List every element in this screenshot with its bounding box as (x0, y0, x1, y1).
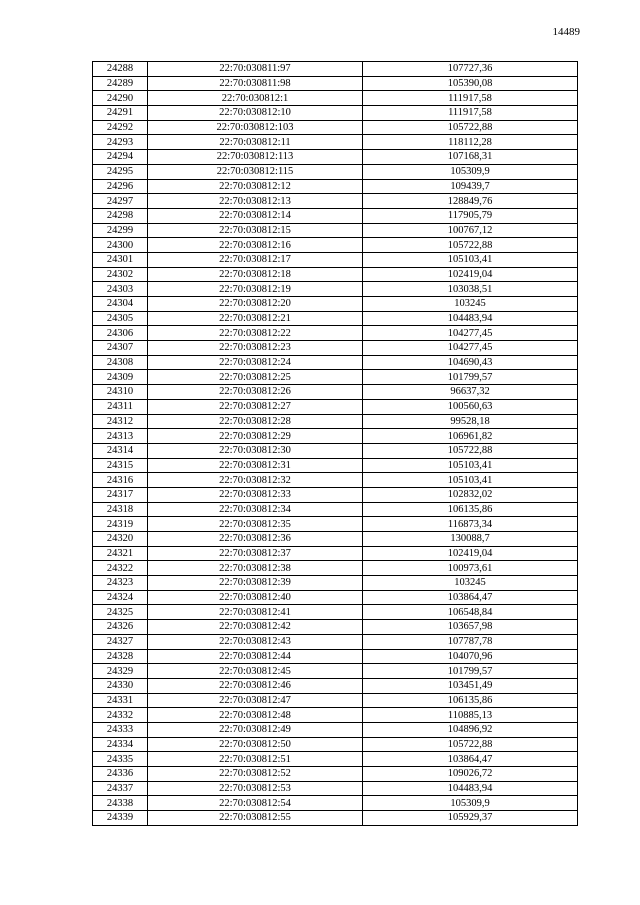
value-cell: 105309,9 (363, 164, 578, 179)
table-row (93, 341, 578, 356)
table-row (93, 678, 578, 693)
cadastral-number-cell: 22:70:030812:51 (148, 752, 363, 767)
row-number-cell: 24298 (93, 208, 148, 223)
row-number-cell: 24315 (93, 458, 148, 473)
cadastral-number-cell: 22:70:030812:23 (148, 341, 363, 356)
table-row (93, 458, 578, 473)
value-cell: 99528,18 (363, 414, 578, 429)
table-row (93, 91, 578, 106)
row-number-cell: 24337 (93, 781, 148, 796)
value-cell: 102832,02 (363, 487, 578, 502)
table-row (93, 282, 578, 297)
row-number-cell: 24320 (93, 532, 148, 547)
value-cell: 105103,41 (363, 458, 578, 473)
row-number-cell: 24339 (93, 811, 148, 826)
value-cell: 118112,28 (363, 135, 578, 150)
row-number-cell: 24338 (93, 796, 148, 811)
value-cell: 106961,82 (363, 429, 578, 444)
value-cell: 100560,63 (363, 399, 578, 414)
row-number-cell: 24325 (93, 605, 148, 620)
value-cell: 105390,08 (363, 76, 578, 91)
cadastral-number-cell: 22:70:030812:34 (148, 502, 363, 517)
value-cell: 106548,84 (363, 605, 578, 620)
value-cell: 107787,78 (363, 634, 578, 649)
value-cell: 102419,04 (363, 546, 578, 561)
row-number-cell: 24290 (93, 91, 148, 106)
value-cell: 105103,41 (363, 252, 578, 267)
cadastral-number-cell: 22:70:030812:47 (148, 693, 363, 708)
value-cell: 105103,41 (363, 473, 578, 488)
cadastral-number-cell: 22:70:030812:33 (148, 487, 363, 502)
cadastral-number-cell: 22:70:030812:18 (148, 267, 363, 282)
row-number-cell: 24324 (93, 590, 148, 605)
cadastral-number-cell: 22:70:030812:22 (148, 326, 363, 341)
cadastral-number-cell: 22:70:030812:29 (148, 429, 363, 444)
table-row (93, 208, 578, 223)
table-row (93, 326, 578, 341)
value-cell: 104483,94 (363, 311, 578, 326)
cadastral-number-cell: 22:70:030812:26 (148, 385, 363, 400)
cadastral-number-cell: 22:70:030811:97 (148, 62, 363, 77)
cadastral-number-cell: 22:70:030812:54 (148, 796, 363, 811)
row-number-cell: 24319 (93, 517, 148, 532)
row-number-cell: 24329 (93, 664, 148, 679)
table-row (93, 561, 578, 576)
cadastral-number-cell: 22:70:030812:28 (148, 414, 363, 429)
value-cell: 106135,86 (363, 693, 578, 708)
table-row (93, 811, 578, 826)
cadastral-number-cell: 22:70:030812:25 (148, 370, 363, 385)
row-number-cell: 24289 (93, 76, 148, 91)
table-row (93, 135, 578, 150)
cadastral-number-cell: 22:70:030812:50 (148, 737, 363, 752)
cadastral-number-cell: 22:70:030812:44 (148, 649, 363, 664)
cadastral-number-cell: 22:70:030811:98 (148, 76, 363, 91)
row-number-cell: 24314 (93, 443, 148, 458)
value-cell: 102419,04 (363, 267, 578, 282)
row-number-cell: 24296 (93, 179, 148, 194)
table-row (93, 620, 578, 635)
value-cell: 104070,96 (363, 649, 578, 664)
cadastral-number-cell: 22:70:030812:103 (148, 120, 363, 135)
value-cell: 103864,47 (363, 590, 578, 605)
table-row (93, 517, 578, 532)
row-number-cell: 24317 (93, 487, 148, 502)
table-row (93, 590, 578, 605)
value-cell: 104483,94 (363, 781, 578, 796)
value-cell: 104277,45 (363, 341, 578, 356)
table-row (93, 502, 578, 517)
cadastral-number-cell: 22:70:030812:41 (148, 605, 363, 620)
table-row (93, 252, 578, 267)
table-row (93, 62, 578, 77)
table-row (93, 752, 578, 767)
table-row (93, 737, 578, 752)
cadastral-number-cell: 22:70:030812:19 (148, 282, 363, 297)
row-number-cell: 24323 (93, 576, 148, 591)
table-row (93, 767, 578, 782)
value-cell: 103038,51 (363, 282, 578, 297)
cadastral-number-cell: 22:70:030812:42 (148, 620, 363, 635)
table-row (93, 649, 578, 664)
table-row (93, 355, 578, 370)
row-number-cell: 24322 (93, 561, 148, 576)
value-cell: 103451,49 (363, 678, 578, 693)
table-row (93, 664, 578, 679)
table-row (93, 311, 578, 326)
value-cell: 100973,61 (363, 561, 578, 576)
table-row (93, 634, 578, 649)
cadastral-number-cell: 22:70:030812:55 (148, 811, 363, 826)
table-row (93, 722, 578, 737)
row-number-cell: 24313 (93, 429, 148, 444)
table-row (93, 194, 578, 209)
value-cell: 128849,76 (363, 194, 578, 209)
table-row (93, 385, 578, 400)
value-cell: 101799,57 (363, 370, 578, 385)
row-number-cell: 24310 (93, 385, 148, 400)
table-row (93, 76, 578, 91)
cadastral-number-cell: 22:70:030812:14 (148, 208, 363, 223)
cadastral-number-cell: 22:70:030812:48 (148, 708, 363, 723)
table-row (93, 487, 578, 502)
cadastral-number-cell: 22:70:030812:35 (148, 517, 363, 532)
cadastral-number-cell: 22:70:030812:32 (148, 473, 363, 488)
table-row (93, 708, 578, 723)
value-cell: 130088,7 (363, 532, 578, 547)
row-number-cell: 24327 (93, 634, 148, 649)
table-row (93, 106, 578, 121)
value-cell: 111917,58 (363, 91, 578, 106)
value-cell: 107727,36 (363, 62, 578, 77)
page-number: 14489 (552, 26, 580, 38)
cadastral-number-cell: 22:70:030812:20 (148, 297, 363, 312)
row-number-cell: 24292 (93, 120, 148, 135)
row-number-cell: 24307 (93, 341, 148, 356)
table-row (93, 238, 578, 253)
cadastral-number-cell: 22:70:030812:15 (148, 223, 363, 238)
row-number-cell: 24288 (93, 62, 148, 77)
table-row (93, 179, 578, 194)
row-number-cell: 24306 (93, 326, 148, 341)
value-cell: 96637,32 (363, 385, 578, 400)
value-cell: 109439,7 (363, 179, 578, 194)
cadastral-number-cell: 22:70:030812:31 (148, 458, 363, 473)
register-table-body (93, 62, 578, 826)
cadastral-number-cell: 22:70:030812:27 (148, 399, 363, 414)
cadastral-number-cell: 22:70:030812:43 (148, 634, 363, 649)
row-number-cell: 24302 (93, 267, 148, 282)
value-cell: 110885,13 (363, 708, 578, 723)
row-number-cell: 24335 (93, 752, 148, 767)
row-number-cell: 24294 (93, 150, 148, 165)
value-cell: 104896,92 (363, 722, 578, 737)
cadastral-number-cell: 22:70:030812:12 (148, 179, 363, 194)
value-cell: 106135,86 (363, 502, 578, 517)
table-row (93, 443, 578, 458)
table-row (93, 605, 578, 620)
cadastral-number-cell: 22:70:030812:49 (148, 722, 363, 737)
cadastral-number-cell: 22:70:030812:37 (148, 546, 363, 561)
cadastral-number-cell: 22:70:030812:24 (148, 355, 363, 370)
value-cell: 104277,45 (363, 326, 578, 341)
cadastral-number-cell: 22:70:030812:1 (148, 91, 363, 106)
value-cell: 117905,79 (363, 208, 578, 223)
table-row (93, 414, 578, 429)
table-row (93, 267, 578, 282)
row-number-cell: 24291 (93, 106, 148, 121)
value-cell: 103245 (363, 576, 578, 591)
row-number-cell: 24295 (93, 164, 148, 179)
value-cell: 105722,88 (363, 443, 578, 458)
cadastral-number-cell: 22:70:030812:40 (148, 590, 363, 605)
table-row (93, 370, 578, 385)
cadastral-number-cell: 22:70:030812:30 (148, 443, 363, 458)
cadastral-number-cell: 22:70:030812:39 (148, 576, 363, 591)
table-row (93, 297, 578, 312)
table-row (93, 399, 578, 414)
table-row (93, 693, 578, 708)
cadastral-number-cell: 22:70:030812:52 (148, 767, 363, 782)
row-number-cell: 24304 (93, 297, 148, 312)
row-number-cell: 24309 (93, 370, 148, 385)
value-cell: 116873,34 (363, 517, 578, 532)
value-cell: 111917,58 (363, 106, 578, 121)
table-row (93, 532, 578, 547)
row-number-cell: 24301 (93, 252, 148, 267)
table-row (93, 429, 578, 444)
cadastral-number-cell: 22:70:030812:115 (148, 164, 363, 179)
value-cell: 101799,57 (363, 664, 578, 679)
cadastral-number-cell: 22:70:030812:113 (148, 150, 363, 165)
table-row (93, 546, 578, 561)
cadastral-number-cell: 22:70:030812:11 (148, 135, 363, 150)
value-cell: 104690,43 (363, 355, 578, 370)
table-row (93, 576, 578, 591)
register-table (92, 61, 578, 826)
table-row (93, 781, 578, 796)
row-number-cell: 24293 (93, 135, 148, 150)
row-number-cell: 24336 (93, 767, 148, 782)
row-number-cell: 24334 (93, 737, 148, 752)
row-number-cell: 24331 (93, 693, 148, 708)
row-number-cell: 24308 (93, 355, 148, 370)
value-cell: 105309,9 (363, 796, 578, 811)
row-number-cell: 24332 (93, 708, 148, 723)
row-number-cell: 24333 (93, 722, 148, 737)
value-cell: 107168,31 (363, 150, 578, 165)
cadastral-number-cell: 22:70:030812:45 (148, 664, 363, 679)
table-row (93, 796, 578, 811)
row-number-cell: 24330 (93, 678, 148, 693)
value-cell: 105722,88 (363, 737, 578, 752)
row-number-cell: 24312 (93, 414, 148, 429)
table-row (93, 473, 578, 488)
row-number-cell: 24318 (93, 502, 148, 517)
cadastral-number-cell: 22:70:030812:10 (148, 106, 363, 121)
cadastral-number-cell: 22:70:030812:36 (148, 532, 363, 547)
row-number-cell: 24326 (93, 620, 148, 635)
table-row (93, 164, 578, 179)
cadastral-number-cell: 22:70:030812:53 (148, 781, 363, 796)
cadastral-number-cell: 22:70:030812:38 (148, 561, 363, 576)
value-cell: 103657,98 (363, 620, 578, 635)
cadastral-number-cell: 22:70:030812:13 (148, 194, 363, 209)
row-number-cell: 24297 (93, 194, 148, 209)
row-number-cell: 24299 (93, 223, 148, 238)
row-number-cell: 24316 (93, 473, 148, 488)
row-number-cell: 24303 (93, 282, 148, 297)
cadastral-number-cell: 22:70:030812:21 (148, 311, 363, 326)
cadastral-number-cell: 22:70:030812:16 (148, 238, 363, 253)
value-cell: 103864,47 (363, 752, 578, 767)
table-row (93, 223, 578, 238)
cadastral-number-cell: 22:70:030812:17 (148, 252, 363, 267)
row-number-cell: 24328 (93, 649, 148, 664)
row-number-cell: 24300 (93, 238, 148, 253)
value-cell: 105722,88 (363, 238, 578, 253)
cadastral-number-cell: 22:70:030812:46 (148, 678, 363, 693)
value-cell: 105722,88 (363, 120, 578, 135)
row-number-cell: 24305 (93, 311, 148, 326)
value-cell: 109026,72 (363, 767, 578, 782)
value-cell: 103245 (363, 297, 578, 312)
table-row (93, 150, 578, 165)
value-cell: 100767,12 (363, 223, 578, 238)
table-row (93, 120, 578, 135)
row-number-cell: 24311 (93, 399, 148, 414)
value-cell: 105929,37 (363, 811, 578, 826)
row-number-cell: 24321 (93, 546, 148, 561)
